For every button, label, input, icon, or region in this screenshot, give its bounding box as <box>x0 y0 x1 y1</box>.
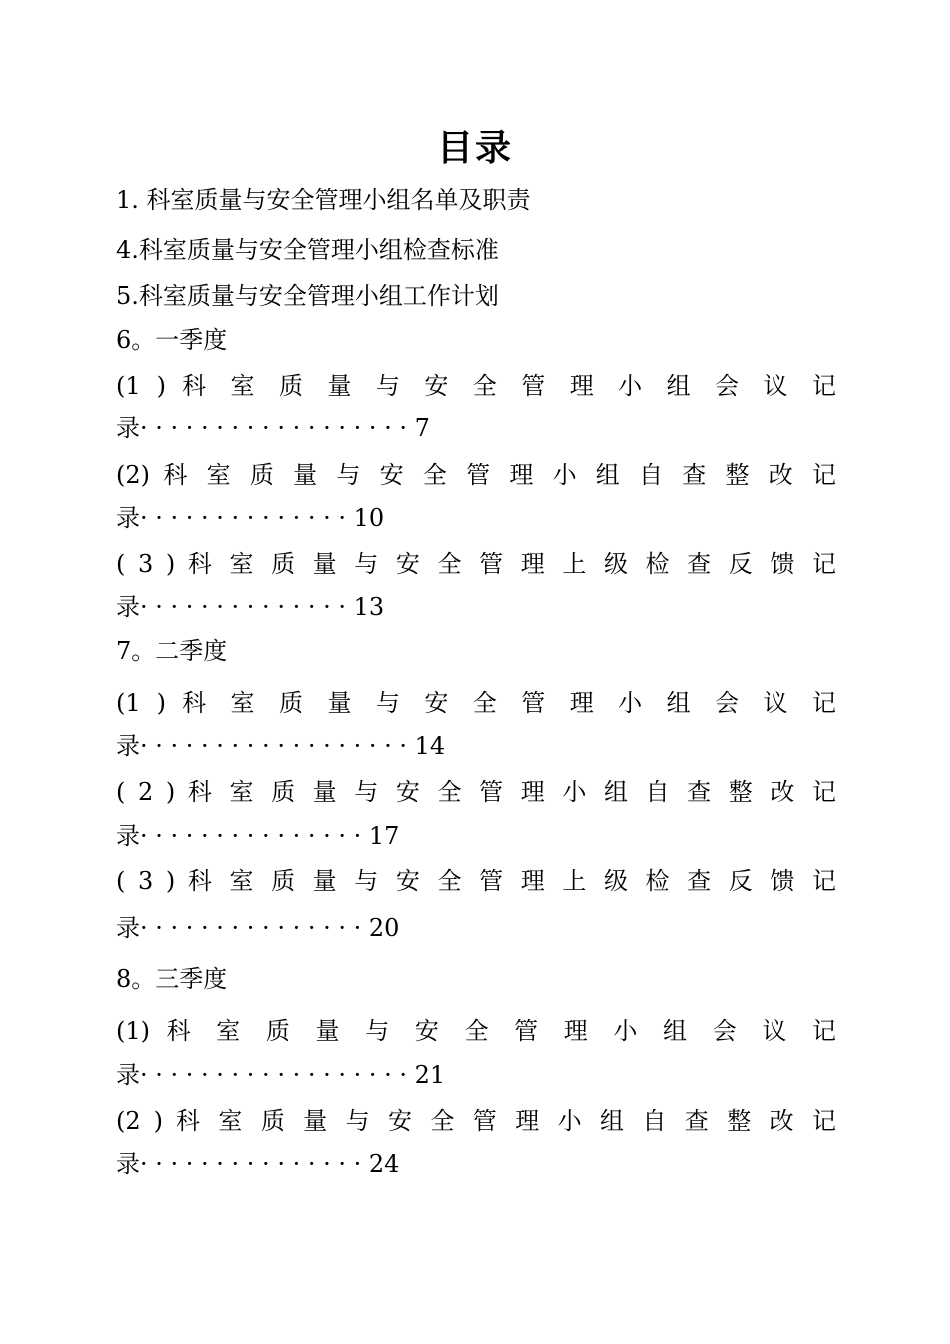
toc-entry-5: 5.科室质量与安全管理小组工作计划 <box>116 282 499 310</box>
toc-entry-1: 1. 科室质量与安全管理小组名单及职责 <box>116 186 531 214</box>
toc-q2-item-3: ( 3 ) 科 室 质 量 与 安 全 管 理 上 级 检 查 反 馈 记 <box>116 867 836 895</box>
toc-q1-item-2-leader: 录· · · · · · · · · · · · · · 10 <box>116 504 385 532</box>
toc-entry-4: 4.科室质量与安全管理小组检查标准 <box>116 236 499 264</box>
toc-q2-item-1-leader: 录· · · · · · · · · · · · · · · · · · 14 <box>116 732 446 760</box>
toc-q2-item-2: ( 2 ) 科 室 质 量 与 安 全 管 理 小 组 自 查 整 改 记 <box>116 778 836 806</box>
toc-title: 目录 <box>436 127 513 169</box>
toc-section-q1: 6。一季度 <box>116 326 228 354</box>
toc-q2-item-3-leader: 录· · · · · · · · · · · · · · · 20 <box>116 914 400 942</box>
toc-q1-item-2: (2) 科 室 质 量 与 安 全 管 理 小 组 自 查 整 改 记 <box>116 461 836 489</box>
toc-q1-item-3-leader: 录· · · · · · · · · · · · · · 13 <box>116 593 385 621</box>
toc-q1-item-1-leader: 录· · · · · · · · · · · · · · · · · · 7 <box>116 414 430 442</box>
toc-q3-item-1-leader: 录· · · · · · · · · · · · · · · · · · 21 <box>116 1061 446 1089</box>
toc-q1-item-1: (1 ) 科 室 质 量 与 安 全 管 理 小 组 会 议 记 <box>116 372 836 400</box>
toc-q2-item-2-leader: 录· · · · · · · · · · · · · · · 17 <box>116 822 400 850</box>
toc-q2-item-1: (1 ) 科 室 质 量 与 安 全 管 理 小 组 会 议 记 <box>116 689 836 717</box>
toc-q1-item-3: ( 3 ) 科 室 质 量 与 安 全 管 理 上 级 检 查 反 馈 记 <box>116 550 836 578</box>
toc-q3-item-1: (1) 科 室 质 量 与 安 全 管 理 小 组 会 议 记 <box>116 1017 836 1045</box>
toc-section-q3: 8。三季度 <box>116 965 228 993</box>
toc-section-q2: 7。二季度 <box>116 637 228 665</box>
toc-q3-item-2-leader: 录· · · · · · · · · · · · · · · 24 <box>116 1150 400 1178</box>
toc-q3-item-2: (2 ) 科 室 质 量 与 安 全 管 理 小 组 自 查 整 改 记 <box>116 1107 836 1135</box>
